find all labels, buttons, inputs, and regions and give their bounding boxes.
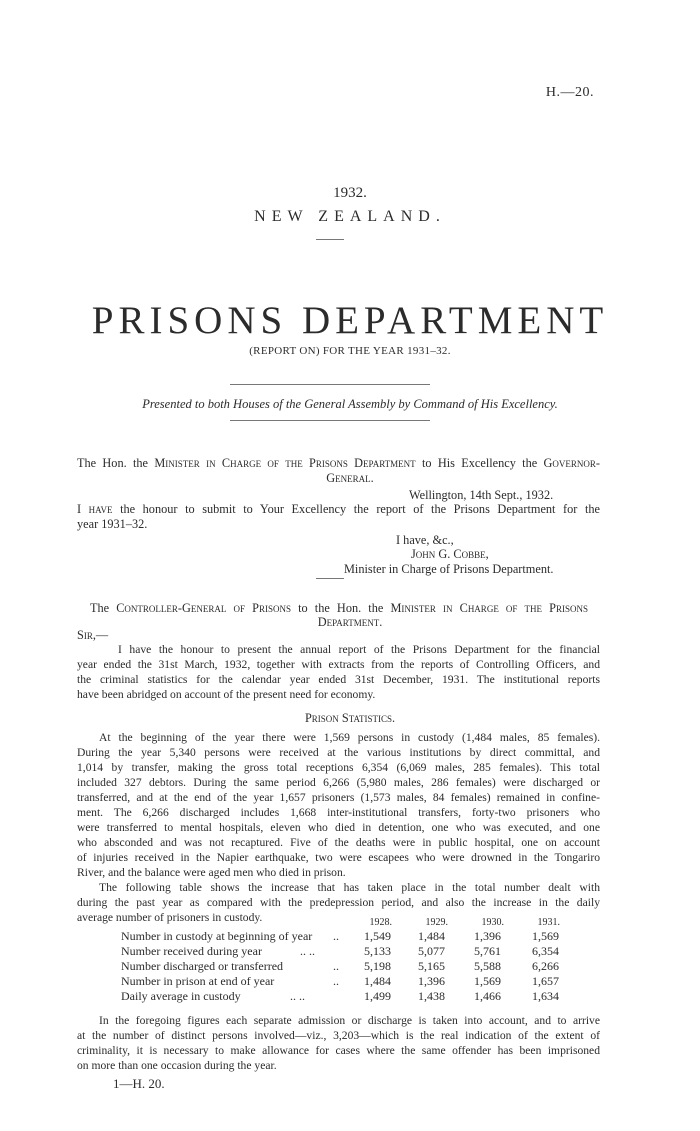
text-line: I have the honour to present the annual report of the Prisons Department for the financial [118,643,600,656]
table-row [0,929,700,945]
cell: 5,133 [364,944,391,958]
cell: 1,484 [418,929,445,943]
stats-paragraph-3 [77,1013,600,1073]
stats-paragraph-1 [77,730,600,880]
column-header: 1928. [369,917,392,928]
column-header: 1930. [481,917,504,928]
text-line: have been abridged on account of the present need for economy. [77,688,376,701]
text: to His Excellency the [415,456,544,470]
cell: 5,165 [418,959,445,973]
letter1-place-date: Wellington, 14th Sept., 1932. [409,488,554,502]
text-line: During the year 5,340 persons were received at the various institutions by direct committal, and [77,746,600,759]
text-line: on more than one occasion during the year. [77,1059,277,1072]
letter1-address-cont: General. [326,471,374,485]
row-label: Daily average in custody [121,989,241,1003]
page-code: H.—20. [545,85,594,100]
cell: 5,588 [474,959,501,973]
divider [316,578,344,579]
column-header: 1931. [537,917,560,928]
report-year: 1932. [333,185,367,201]
cell: 1,466 [474,989,501,1003]
text: The [90,601,117,615]
row-label: Number in prison at end of year [121,974,275,988]
cell: 1,569 [532,929,559,943]
table-row [0,944,700,960]
text-line: transferred, and at the end of the year 1,657 prisoners (1,573 males, 84 females) remained in confine- [77,791,600,804]
page-subtitle: (REPORT ON) FOR THE YEAR 1931–32. [249,345,451,357]
text: I have [77,502,113,516]
cell: 1,569 [474,974,501,988]
text: Minister in Charge of the Prisons [390,601,589,615]
text: The Hon. the [77,456,155,470]
row-leader: .. [333,974,339,988]
divider [230,384,430,385]
text-line: 1,014 by transfer, making the gross total receptions 6,354 (6,069 males, 285 females). This total [77,761,600,774]
cell: 1,634 [532,989,559,1003]
letter1-body-cont: year 1931–32. [77,517,148,531]
text: Controller-General of Prisons [116,601,291,615]
text-line: River, and the balance were aged men who died in prison. [77,866,346,879]
cell: 1,396 [418,974,445,988]
text: Minister in Charge of the Prisons Department [154,456,416,470]
letter1-signer: John G. Cobbe, [411,547,489,561]
cell: 5,761 [474,944,501,958]
table-row [0,959,700,975]
text-line: during the past year as compared with the predepression period, and also the increase in the daily [77,896,600,909]
text-line: the criminal statistics for the calendar year ended 31st December, 1931. The institutional reports [77,673,600,686]
text-line: at the number of distinct persons involved—viz., 3,203—which is the real indication of the extent of [77,1029,600,1042]
row-leader: .. [333,929,339,943]
text-line: In the foregoing figures each separate admission or discharge is taken into account, and to arrive [99,1014,600,1027]
text-line: year ended the 31st March, 1932, together with extracts from the reports of Controlling Officers, and [77,658,600,671]
cell: 1,396 [474,929,501,943]
presentation-note: Presented to both Houses of the General Assembly by Command of His Excellency. [142,397,558,411]
text: the honour to submit to Your Excellency the report of the Prisons Department for the [112,502,600,516]
cell: 6,266 [532,959,559,973]
letter2-address [90,601,588,616]
letter1-body [77,502,600,517]
text-line: average number of prisoners in custody. [77,911,263,924]
text: to the Hon. the [291,601,391,615]
country-name: NEW ZEALAND. [254,208,446,225]
cell: 1,549 [364,929,391,943]
page-title: PRISONS DEPARTMENT [91,299,609,342]
section-heading: Prison Statistics. [304,711,396,725]
table-row [0,974,700,990]
table-row [0,989,700,1005]
cell: 6,354 [532,944,559,958]
salutation: Sir,— [77,628,109,642]
cell: 1,484 [364,974,391,988]
text-line: who absconded and was not recaptured. Five of the deaths were in public hospital, one on account [77,836,600,849]
row-leader: .. .. [290,989,305,1003]
text-line: The following table shows the increase that has taken place in the total number dealt with [99,881,600,894]
letter1-address [77,456,600,471]
cell: 1,657 [532,974,559,988]
text-line: of injuries received in the Napier earthquake, two were escapees who were drowned in the Tongariro [77,851,600,864]
letter2-paragraph [77,642,600,702]
letter1-closing: I have, &c., [396,533,454,547]
divider [230,420,430,421]
letter1-signer-title: Minister in Charge of Prisons Department. [344,562,554,576]
text: Governor- [543,456,600,470]
row-leader: .. [333,959,339,973]
text-line: criminality, it is necessary to make allowance for cases where the same offender has been imprisoned [77,1044,600,1057]
row-leader: .. .. [300,944,315,958]
cell: 5,198 [364,959,391,973]
divider [316,239,344,240]
letter2-address-cont: Department. [317,615,383,629]
sheet-mark: 1—H. 20. [113,1076,165,1091]
row-label: Number in custody at beginning of year [121,929,313,943]
row-label: Number received during year [121,944,262,958]
text-line: were transferred to mental hospitals, eleven who died in detention, one who was executed, and one [77,821,600,834]
column-header: 1929. [425,917,448,928]
cell: 5,077 [418,944,445,958]
text-line: included 327 debtors. During the same period 6,266 (5,980 males, 286 females) were discharged or [77,776,600,789]
cell: 1,438 [418,989,445,1003]
text-line: ment. The 6,266 discharged includes 1,668 inter-institutional transfers, forty-two prisoners who [77,806,600,819]
row-label: Number discharged or transferred [121,959,284,973]
cell: 1,499 [364,989,391,1003]
text-line: At the beginning of the year there were 1,569 persons in custody (1,484 males, 85 females). [99,731,600,744]
